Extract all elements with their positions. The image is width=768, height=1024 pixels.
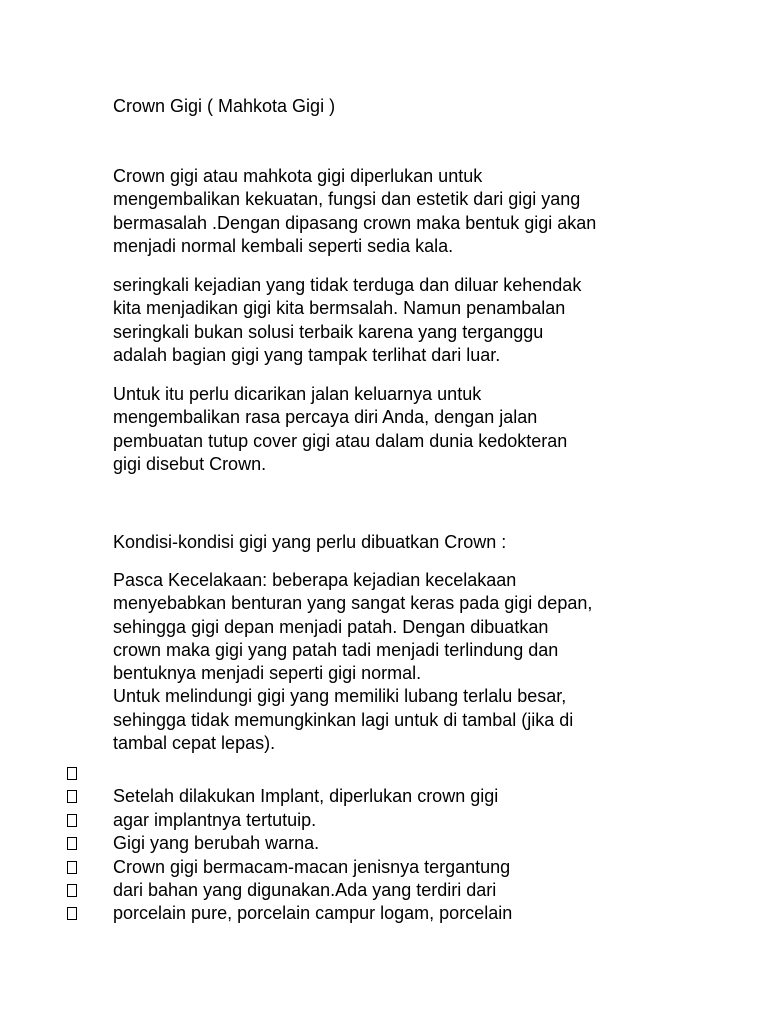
paragraph-problem: [113, 274, 673, 367]
list-item-text: Setelah dilakukan Implant, diperlukan crown gigi: [113, 786, 499, 807]
paragraph-line: Untuk melindungi gigi yang memiliki lubang terlalu besar,: [113, 686, 567, 707]
conditions-heading: [113, 531, 673, 554]
list-item: [0, 879, 768, 902]
list-item: [0, 785, 768, 808]
bullet-box-icon: [67, 790, 77, 803]
paragraph-line: Untuk itu perlu dicarikan jalan keluarnya untuk: [113, 384, 482, 404]
list-item: [0, 762, 768, 785]
list-item: [0, 832, 768, 855]
paragraph-line: mengembalikan kekuatan, fungsi dan estetik dari gigi yang: [113, 189, 581, 210]
paragraph-line: sehingga gigi depan menjadi patah. Dengan dibuatkan: [113, 616, 549, 637]
paragraph-line: seringkali kejadian yang tidak terduga dan diluar kehendak: [113, 275, 582, 295]
list-item: [0, 902, 768, 925]
list-item-text: dari bahan yang digunakan.Ada yang terdiri dari: [113, 879, 497, 900]
bullet-box-icon: [67, 907, 77, 920]
list-item-text: porcelain pure, porcelain campur logam, porcelain: [113, 903, 513, 924]
paragraph-solution: [113, 383, 673, 476]
paragraph-line: mengembalikan rasa percaya diri Anda, dengan jalan: [113, 407, 538, 428]
bullet-list: [0, 762, 768, 926]
list-item: [0, 856, 768, 879]
paragraph-line: menyebabkan benturan yang sangat keras pada gigi depan,: [113, 593, 593, 614]
bullet-box-icon: [67, 767, 77, 780]
list-item: [0, 809, 768, 832]
bullet-box-icon: [67, 861, 77, 874]
paragraph-line: Kondisi-kondisi gigi yang perlu dibuatkan Crown :: [113, 532, 507, 552]
list-item-text: Gigi yang berubah warna.: [113, 833, 320, 854]
paragraph-line: bentuknya menjadi seperti gigi normal.: [113, 663, 422, 684]
paragraph-line: kita menjadikan gigi kita bermsalah. Namun penambalan: [113, 298, 566, 319]
paragraph-line: tambal cepat lepas).: [113, 733, 276, 754]
bullet-box-icon: [67, 814, 77, 827]
paragraph-line: pembuatan tutup cover gigi atau dalam dunia kedokteran: [113, 430, 568, 451]
bullet-box-icon: [67, 884, 77, 897]
paragraph-intro: [113, 165, 673, 258]
list-item-text: Crown gigi bermacam-macan jenisnya tergantung: [113, 856, 511, 877]
bullet-box-icon: [67, 837, 77, 850]
paragraph-line: menjadi normal kembali seperti sedia kala.: [113, 235, 454, 256]
paragraph-line: Pasca Kecelakaan: beberapa kejadian kecelakaan: [113, 570, 517, 590]
paragraph-line: seringkali bukan solusi terbaik karena yang terganggu: [113, 321, 544, 342]
paragraph-line: Crown gigi atau mahkota gigi diperlukan untuk: [113, 166, 483, 186]
paragraph-line: adalah bagian gigi yang tampak terlihat dari luar.: [113, 344, 501, 365]
paragraph-line: sehingga tidak memungkinkan lagi untuk di tambal (jika di: [113, 709, 574, 730]
paragraph-line: crown maka gigi yang patah tadi menjadi terlindung dan: [113, 639, 559, 660]
list-item-text: agar implantnya tertutuip.: [113, 809, 317, 830]
document-title: Crown Gigi ( Mahkota Gigi ): [113, 96, 336, 116]
paragraph-conditions: [113, 569, 673, 755]
paragraph-line: bermasalah .Dengan dipasang crown maka bentuk gigi akan: [113, 212, 597, 233]
paragraph-line: gigi disebut Crown.: [113, 453, 267, 474]
